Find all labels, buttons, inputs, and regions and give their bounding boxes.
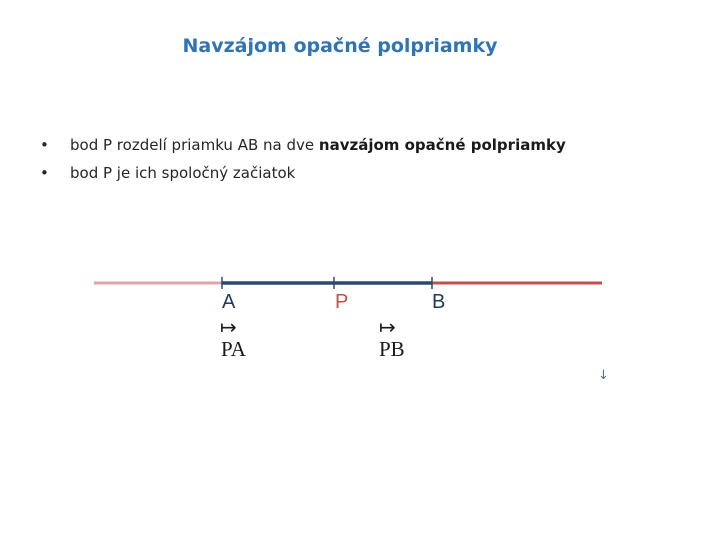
- point-b-label: B: [432, 291, 446, 313]
- point-p-label: P: [335, 291, 349, 313]
- point-a-label: A: [222, 291, 236, 313]
- ray-pa-label: PA: [221, 337, 246, 361]
- down-arrow-icon: ↓: [598, 368, 609, 383]
- bullet-marker: •: [40, 136, 49, 154]
- bullet-text: bod P je ich spoločný začiatok: [70, 164, 296, 182]
- slide-title: Navzájom opačné polpriamky: [182, 35, 498, 57]
- bullet-bold-text: navzájom opačné polpriamky: [318, 136, 566, 154]
- ray-pb-label: PB: [379, 337, 405, 361]
- ray-pb-arrow-icon: ↦: [379, 315, 396, 339]
- bullet-marker: •: [40, 164, 49, 182]
- ray-pa-arrow-icon: ↦: [220, 315, 237, 339]
- bullet-text: bod P rozdelí priamku AB na dve: [70, 136, 319, 154]
